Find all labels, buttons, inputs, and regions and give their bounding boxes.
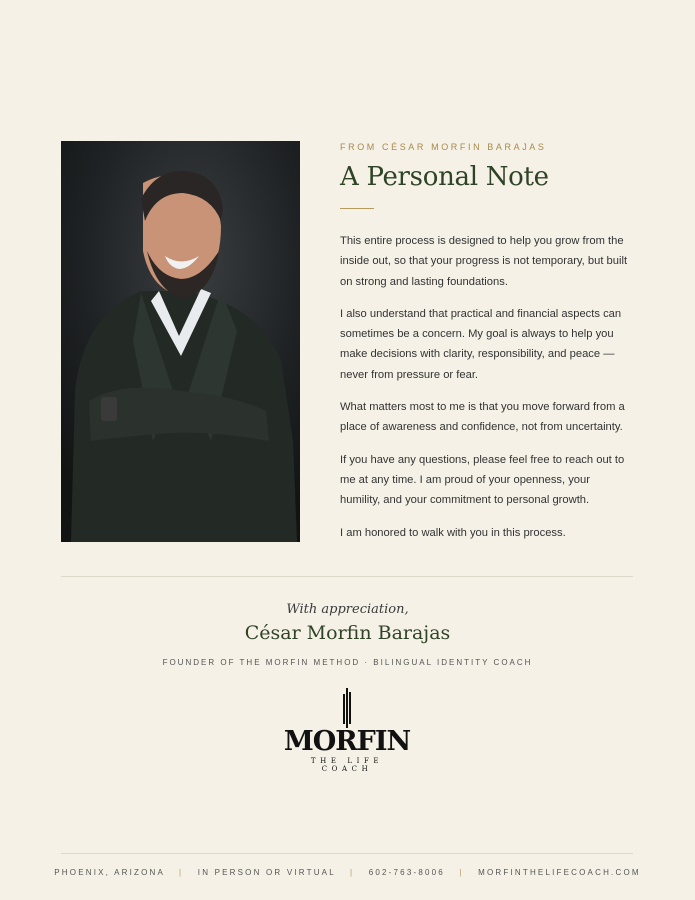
footer-website-link[interactable]: MORFINTHELIFECOACH.COM [478,868,641,877]
footer-phone[interactable]: 602-763-8006 [368,868,445,877]
signature-closing: With appreciation, [286,602,409,617]
portrait-illustration [61,141,300,542]
footer-separator: | [459,868,464,877]
paragraph-3: What matters most to me is that you move forward from a place of awareness and confidence, not from uncertainty. [340,401,625,434]
footer-divider [61,853,633,854]
section-divider [61,576,633,577]
footer-separator: | [350,868,355,877]
portrait-photo [61,141,300,542]
brand-logo [283,688,411,773]
footer-separator: | [179,868,184,877]
footer-mode: IN PERSON OR VIRTUAL [197,868,336,877]
logo-mark-icon [341,688,353,730]
eyebrow-label: FROM CÉSAR MORFIN BARAJAS [340,142,547,152]
footer-location: PHOENIX, ARIZONA [54,868,165,877]
paragraph-2: I also understand that practical and financial aspects can sometimes be a concern. My goal is always to help you make decisions with clarity, responsibility, and peace — never from pressure or fear. [340,307,622,381]
signature-name: César Morfin Barajas [244,622,451,644]
page-title: A Personal Note [340,162,549,192]
logo-tagline: THE LIFE COACH [310,757,384,773]
paragraph-1: This entire process is designed to help you grow from the inside out, so that your progress is not temporary, but built on strong and lasting foundations. [340,235,628,288]
paragraph-4: If you have any questions, please feel free to reach out to me at any time. I am proud of your openness, your humility, and your commitment to personal growth. [340,453,625,507]
logo-wordmark: MORFIN [283,726,411,757]
footer-contact [0,868,695,877]
signature-role: FOUNDER OF THE MORFIN METHOD · BILINGUAL IDENTITY COACH [162,658,533,667]
personal-note [340,141,632,555]
title-underline [340,208,374,209]
paragraph-5: I am honored to walk with you in this process. [340,526,566,539]
